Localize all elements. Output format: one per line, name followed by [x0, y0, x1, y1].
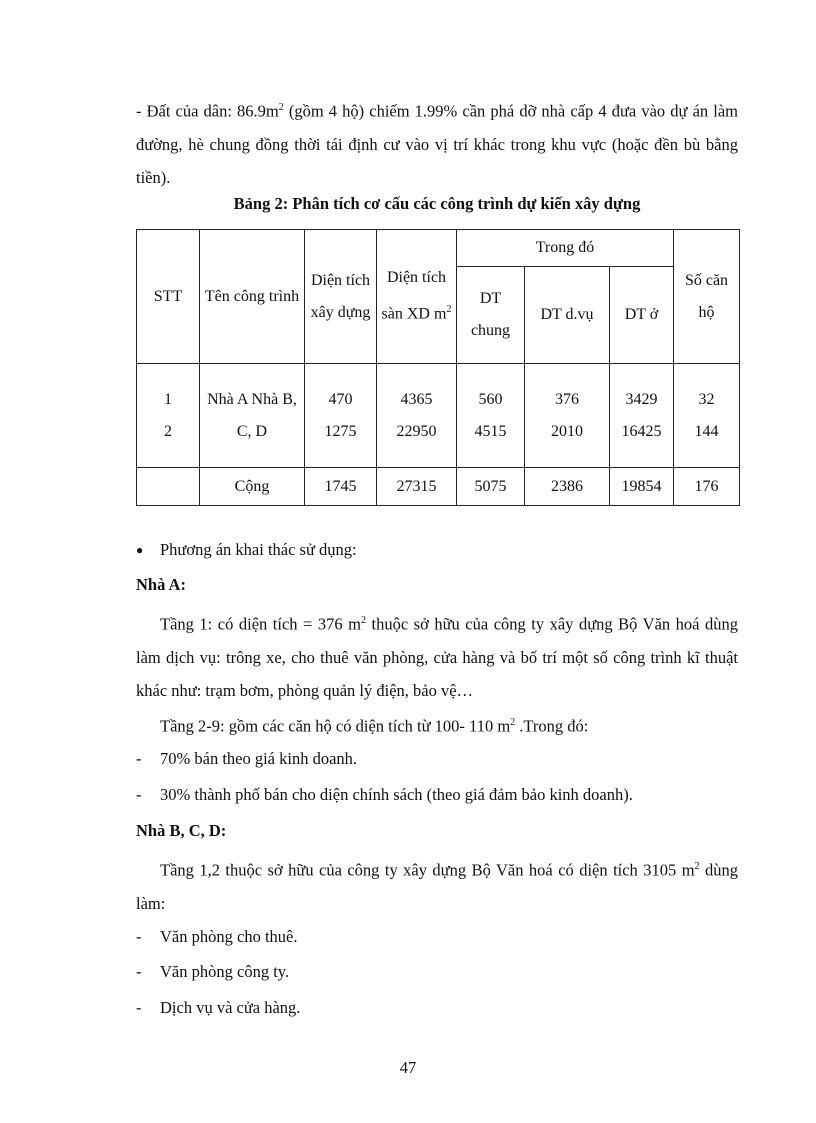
cell-total-dt-chung: 5075 — [457, 468, 525, 506]
table-row — [137, 364, 740, 468]
structure-table — [136, 229, 740, 506]
cell-total-so-can: 176 — [674, 468, 740, 506]
bullet-icon: ● — [136, 543, 144, 557]
nha-a-paragraph-1: Tầng 1: có diện tích = 376 $m^2$ thuộc sở hữu của công ty xây dựng Bộ Văn hoá dùng làm dịch vụ: trông xe, cho thuê văn phòng, cửa hàng và bố trí một số công trình kĩ thuật khác như: trạm bơm, phòng quản lý điện, bảo vệ… — [136, 614, 738, 700]
cell-dt-chung: 560 4515 — [457, 364, 525, 468]
cell-dt-o: 3429 16425 — [610, 364, 674, 468]
bullet-item: ● Phương án khai thác sử dụng: — [136, 533, 357, 568]
cell-total-label: Cộng — [200, 468, 305, 506]
header-ten-cong-trinh: Tên công trình — [200, 230, 305, 364]
nha-bcd-dash-item-3: - Dịch vụ và cửa hàng. — [136, 998, 301, 1017]
intro-paragraph: - Đất của dân: $86.9m^2$ (gồm 4 hộ) chiếm 1.99% cần phá dỡ nhà cấp 4 đưa vào dự án làm đường, hè chung đồng thời tái định cư vào vị trí khác trong khu vực (hoặc đền bù bằng tiền). — [136, 101, 738, 187]
cell-total-dt-o: 19854 — [610, 468, 674, 506]
nha-a-dash-item-1: - 70% bán theo giá kinh doanh. — [136, 749, 358, 768]
cell-dt-san: 4365 22950 — [377, 364, 457, 468]
header-trong-do: Trong đó — [457, 230, 674, 267]
nha-a-heading: Nhà A: — [136, 575, 186, 594]
cell-total-dt-dvu: 2386 — [525, 468, 610, 506]
header-so-can-ho: Số căn hộ — [674, 230, 740, 364]
nha-bcd-heading: Nhà B, C, D: — [136, 821, 227, 840]
table-caption: Bảng 2: Phân tích cơ cấu các công trình dự kiến xây dựng — [233, 194, 641, 213]
nha-bcd-dash-item-2: - Văn phòng công ty. — [136, 962, 290, 981]
cell-so-can: 32 144 — [674, 364, 740, 468]
cell-dt-dvu: 376 2010 — [525, 364, 610, 468]
cell-dt-xd: 470 1275 — [305, 364, 377, 468]
nha-a-paragraph-2: Tầng 2-9: gồm các căn hộ có diện tích từ 100- 110 $m^2$ .Trong đó: — [160, 716, 589, 736]
cell-total-stt — [137, 468, 200, 506]
cell-ten: Nhà A Nhà B, C, D — [200, 364, 305, 468]
nha-bcd-paragraph-1: Tầng 1,2 thuộc sở hữu của công ty xây dựng Bộ Văn hoá có diện tích 3105 $m^2$ dùng làm: — [136, 860, 738, 913]
header-dt-dich-vu: DT d.vụ — [525, 267, 610, 364]
nha-bcd-dash-item-1: - Văn phòng cho thuê. — [136, 927, 298, 946]
nha-a-dash-item-2: - 30% thành phố bán cho diện chính sách (theo giá đảm bảo kinh doanh). — [136, 785, 633, 804]
cell-stt: 1 2 — [137, 364, 200, 468]
cell-total-dt-san: 27315 — [377, 468, 457, 506]
header-dt-o: DT ở — [610, 267, 674, 364]
page-number: 47 — [399, 1058, 417, 1077]
header-dien-tich-xay-dung: Diện tích xây dựng — [305, 230, 377, 364]
header-stt: STT — [137, 230, 200, 364]
table-total-row — [137, 468, 740, 506]
header-dt-chung: DT chung — [457, 267, 525, 364]
header-dien-tich-san: Diện tích sàn XD $m^2$ — [377, 230, 457, 364]
cell-total-dt-xd: 1745 — [305, 468, 377, 506]
